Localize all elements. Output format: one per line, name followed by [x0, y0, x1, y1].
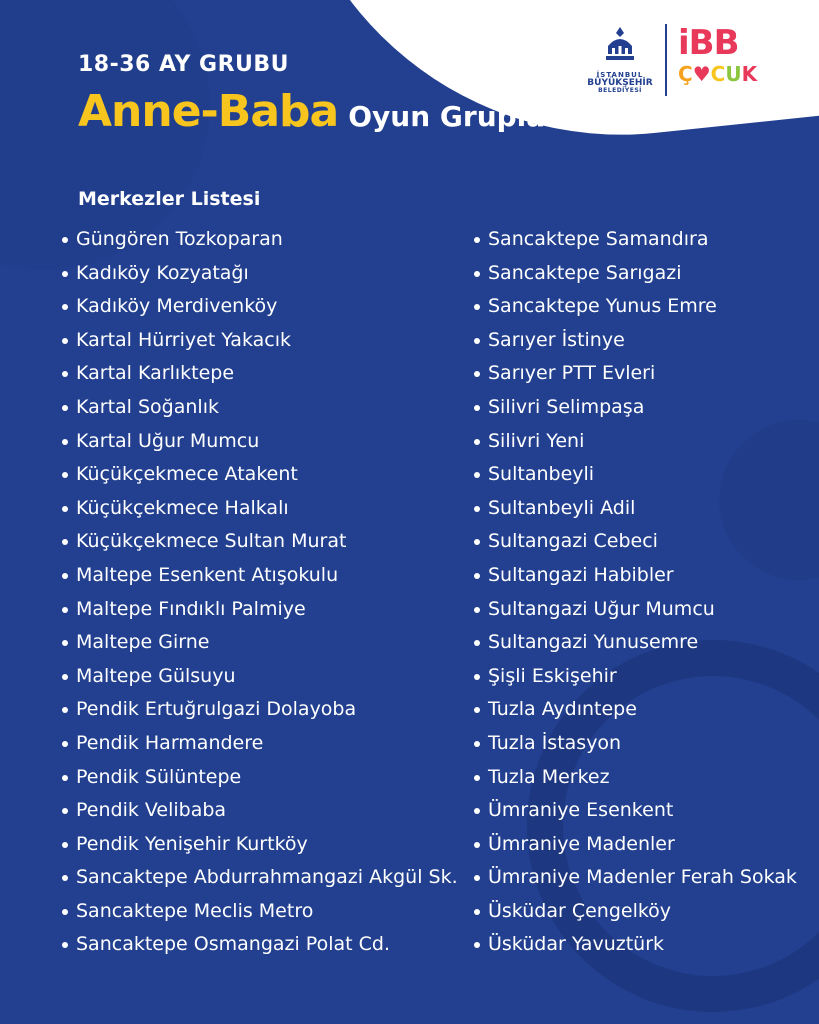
list-item-label: Pendik Harmandere: [76, 731, 264, 754]
list-item-label: Silivri Yeni: [488, 429, 585, 452]
bullet-icon: [474, 237, 480, 243]
list-item-label: Maltepe Fındıklı Palmiye: [76, 597, 306, 620]
bullet-icon: [62, 371, 68, 377]
list-item: [474, 290, 797, 324]
list-item-label: Sancaktepe Yunus Emre: [488, 295, 717, 318]
list-item: [474, 525, 797, 559]
bullet-icon: [474, 674, 480, 680]
bullet-icon: [62, 741, 68, 747]
age-group-label: 18-36 AY GRUBU: [78, 52, 290, 77]
list-item-label: Kadıköy Kozyatağı: [76, 261, 249, 284]
bullet-icon: [474, 842, 480, 848]
bullet-icon: [474, 271, 480, 277]
bullet-icon: [62, 640, 68, 646]
list-item-label: Maltepe Esenkent Atışokulu: [76, 563, 339, 586]
list-item: [474, 895, 797, 929]
bullet-icon: [62, 439, 68, 445]
list-item-label: Küçükçekmece Sultan Murat: [76, 530, 347, 553]
list-item-label: Küçükçekmece Atakent: [76, 463, 298, 486]
ibb-logo: [584, 24, 656, 94]
bullet-icon: [62, 842, 68, 848]
list-item-label: Pendik Velibaba: [76, 799, 227, 822]
list-item: [62, 928, 458, 962]
list-item-label: Kartal Karlıktepe: [76, 362, 235, 385]
bullet-icon: [474, 472, 480, 478]
bullet-icon: [474, 741, 480, 747]
bullet-icon: [62, 875, 68, 881]
list-item-label: Tuzla Merkez: [488, 765, 610, 788]
list-item: [474, 660, 797, 694]
list-item: [62, 324, 458, 358]
list-item: [62, 290, 458, 324]
bullet-icon: [62, 271, 68, 277]
list-item-label: Sultanbeyli: [488, 463, 595, 486]
ibb-logo-line3: BELEDİYESİ: [598, 87, 642, 94]
list-item: [62, 626, 458, 660]
list-item: [62, 727, 458, 761]
bullet-icon: [62, 775, 68, 781]
bullet-icon: [474, 506, 480, 512]
bullet-icon: [62, 573, 68, 579]
list-item: [62, 861, 458, 895]
list-item-label: Sultangazi Cebeci: [488, 530, 658, 553]
bullet-icon: [62, 942, 68, 948]
bullet-icon: [474, 371, 480, 377]
list-item: [62, 693, 458, 727]
list-item-label: Sancaktepe Samandıra: [488, 228, 709, 250]
list-item-label: Pendik Yenişehir Kurtköy: [76, 832, 308, 855]
list-item: [62, 257, 458, 291]
list-item-label: Sancaktepe Abdurrahmangazi Akgül Sk.: [76, 866, 458, 889]
list-item: [474, 357, 797, 391]
bullet-icon: [474, 707, 480, 713]
list-item: [62, 794, 458, 828]
list-item-label: Sarıyer PTT Evleri: [488, 362, 656, 385]
list-item-label: Maltepe Gülsuyu: [76, 664, 236, 687]
list-item: [474, 257, 797, 291]
center-list-left: [62, 223, 458, 962]
bullet-icon: [474, 875, 480, 881]
ibb-cocuk-logo-top: iBB: [678, 23, 739, 63]
ibb-logo-line2: BÜYÜKŞEHİR: [587, 78, 653, 88]
bullet-icon: [62, 707, 68, 713]
bullet-icon: [474, 607, 480, 613]
list-item-label: Pendik Sülüntepe: [76, 765, 242, 788]
list-item-label: Küçükçekmece Halkalı: [76, 496, 289, 519]
list-item: [474, 761, 797, 795]
list-item: [474, 727, 797, 761]
list-item: [474, 626, 797, 660]
list-item-label: Kadıköy Merdivenköy: [76, 295, 278, 318]
bullet-icon: [62, 237, 68, 243]
list-item: [62, 458, 458, 492]
ibb-logo-line1: İSTANBUL: [596, 71, 644, 79]
list-item: [474, 559, 797, 593]
list-item: [62, 828, 458, 862]
list-item-label: Maltepe Girne: [76, 631, 210, 654]
list-item: [474, 425, 797, 459]
list-item-label: Sancaktepe Osmangazi Polat Cd.: [76, 933, 390, 956]
list-item-label: Şişli Eskişehir: [488, 664, 617, 687]
list-item-label: Sancaktepe Meclis Metro: [76, 899, 314, 922]
list-item-label: Ümraniye Madenler Ferah Sokak: [488, 866, 797, 889]
list-item: [62, 223, 458, 257]
list-item: [62, 525, 458, 559]
bullet-icon: [62, 338, 68, 344]
bullet-icon: [62, 506, 68, 512]
bullet-icon: [474, 942, 480, 948]
list-item-label: Pendik Ertuğrulgazi Dolayoba: [76, 698, 357, 721]
list-item-label: Sultangazi Yunusemre: [488, 631, 699, 654]
list-item: [474, 223, 797, 257]
list-title: Merkezler Listesi: [78, 188, 261, 210]
list-item: [474, 693, 797, 727]
list-item-label: Kartal Uğur Mumcu: [76, 429, 260, 452]
list-item-label: Güngören Tozkoparan: [76, 228, 283, 250]
list-item: [474, 492, 797, 526]
list-item-label: Sarıyer İstinye: [488, 328, 625, 351]
list-item: [474, 794, 797, 828]
list-item: [62, 425, 458, 459]
bullet-icon: [474, 909, 480, 915]
list-item: [62, 660, 458, 694]
list-item-label: Sultangazi Habibler: [488, 563, 674, 586]
list-item-label: Sancaktepe Sarıgazi: [488, 261, 682, 284]
list-item: [474, 861, 797, 895]
bullet-icon: [62, 304, 68, 310]
list-item-label: Kartal Soğanlık: [76, 395, 219, 418]
bullet-icon: [474, 304, 480, 310]
title-rest: Oyun Grupları: [348, 100, 569, 133]
bullet-icon: [62, 607, 68, 613]
list-item: [474, 928, 797, 962]
list-item-label: Sultangazi Uğur Mumcu: [488, 597, 715, 620]
title-highlight: Anne-Baba: [78, 86, 339, 137]
bullet-icon: [474, 338, 480, 344]
bullet-icon: [474, 808, 480, 814]
list-item: [62, 559, 458, 593]
ibb-cocuk-logo: [678, 23, 778, 86]
bullet-icon: [474, 405, 480, 411]
bullet-icon: [474, 640, 480, 646]
bullet-icon: [474, 539, 480, 545]
list-item-label: Tuzla İstasyon: [488, 731, 622, 754]
list-item: [62, 391, 458, 425]
bullet-icon: [62, 539, 68, 545]
list-item: [474, 391, 797, 425]
list-item: [62, 357, 458, 391]
list-item-label: Sultanbeyli Adil: [488, 496, 636, 519]
list-item-label: Üsküdar Çengelköy: [488, 899, 672, 922]
bullet-icon: [62, 405, 68, 411]
ibb-cocuk-logo-bottom: Ç♥CUK: [678, 62, 758, 86]
bullet-icon: [62, 808, 68, 814]
list-item-label: Ümraniye Madenler: [488, 832, 675, 855]
center-list-right: [474, 223, 797, 962]
list-item: [62, 761, 458, 795]
list-item-label: Tuzla Aydıntepe: [488, 698, 637, 721]
bullet-icon: [474, 439, 480, 445]
list-item: [474, 593, 797, 627]
bullet-icon: [474, 775, 480, 781]
list-item-label: Kartal Hürriyet Yakacık: [76, 328, 291, 351]
logo-divider: [665, 24, 667, 96]
bullet-icon: [62, 909, 68, 915]
bullet-icon: [474, 573, 480, 579]
list-item: [474, 458, 797, 492]
list-item: [62, 895, 458, 929]
list-item: [474, 324, 797, 358]
list-item-label: Silivri Selimpaşa: [488, 395, 645, 418]
list-item-label: Üsküdar Yavuztürk: [488, 933, 665, 956]
bullet-icon: [62, 674, 68, 680]
page-title: [78, 86, 569, 137]
list-item: [474, 828, 797, 862]
list-item: [62, 593, 458, 627]
heart-icon: ♥: [692, 62, 711, 86]
list-item-label: Ümraniye Esenkent: [488, 799, 674, 822]
list-item: [62, 492, 458, 526]
bullet-icon: [62, 472, 68, 478]
ibb-emblem-icon: [600, 24, 640, 64]
